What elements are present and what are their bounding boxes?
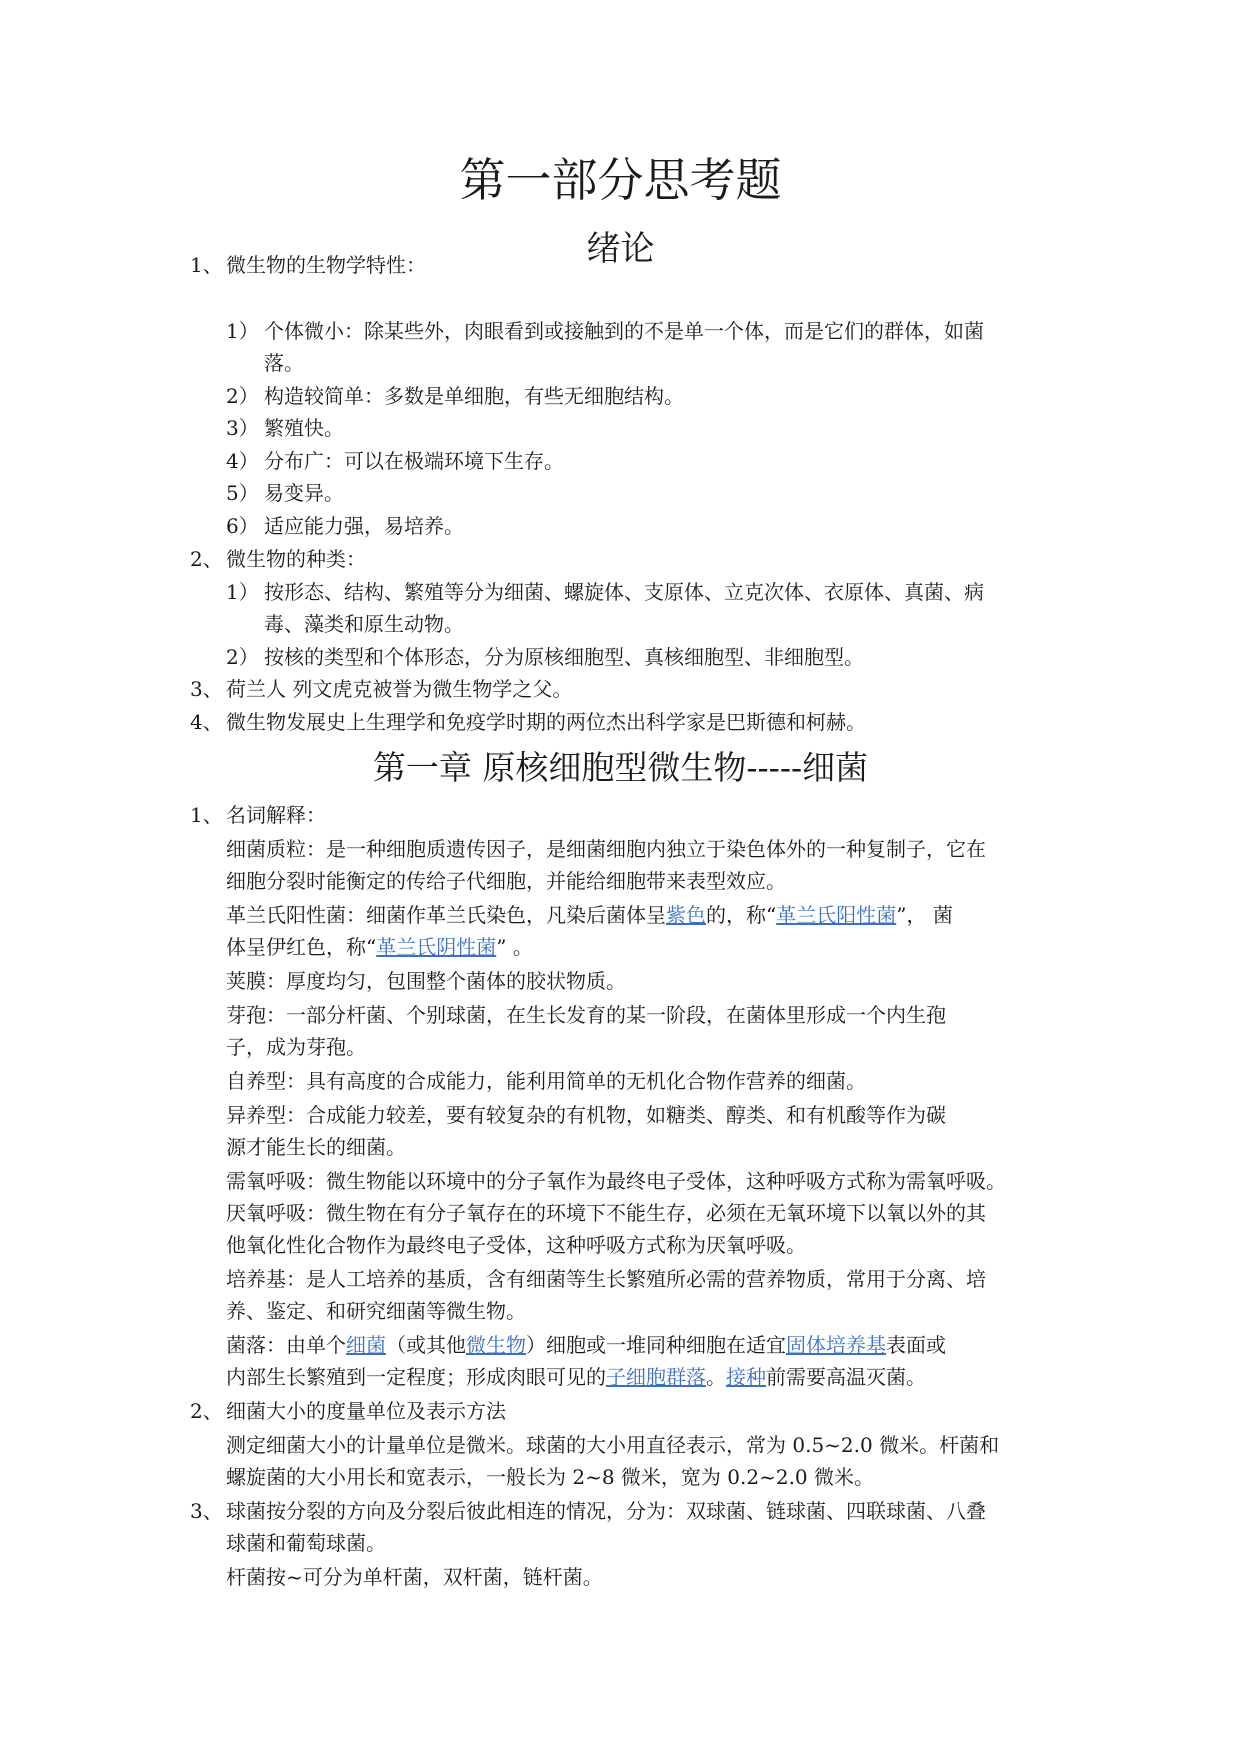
list-number: 2、 (190, 547, 223, 571)
document-title: 第一部分思考题 (459, 153, 782, 207)
link-daughter-colony[interactable]: 子细胞群落 (606, 1365, 706, 1389)
text-run: 表面或 (886, 1333, 946, 1357)
sub-list-item-cont: 落。 (264, 351, 304, 375)
definition-autotroph: 自养型：具有高度的合成能力，能利用简单的无机化合物作营养的细菌。 (226, 1069, 866, 1093)
link-solid-medium[interactable]: 固体培养基 (786, 1333, 886, 1357)
text-run: 前需要高温灭菌。 (766, 1365, 926, 1389)
definition-plasmid-cont: 细胞分裂时能衡定的传给子代细胞，并能给细胞带来表型效应。 (226, 869, 786, 893)
sub-list-item: 构造较简单：多数是单细胞，有些无细胞结构。 (264, 384, 684, 408)
definition-medium: 培养基：是人工培养的基质，含有细菌等生长繁殖所必需的营养物质，常用于分离、培 (226, 1267, 986, 1291)
list-item-label: 微生物的种类： (226, 547, 366, 571)
sub-list-number: 6） (226, 514, 259, 538)
sub-list-number: 2） (226, 645, 259, 669)
list-number: 3、 (190, 677, 223, 701)
list-number: 3、 (190, 1499, 223, 1523)
definition-aerobic: 需氧呼吸：微生物能以环境中的分子氧作为最终电子受体，这种呼吸方式称为需氧呼吸。 (226, 1169, 1006, 1193)
text-run: （或其他 (386, 1333, 466, 1357)
sub-list-item: 分布广：可以在极端环境下生存。 (264, 449, 564, 473)
sub-list-item: 按形态、结构、繁殖等分为细菌、螺旋体、支原体、立克次体、衣原体、真菌、病 (264, 580, 984, 604)
list-number: 4、 (190, 710, 223, 734)
sub-list-item: 按核的类型和个体形态，分为原核细胞型、真核细胞型、非细胞型。 (264, 645, 864, 669)
answer-line: 杆菌按~可分为单杆菌，双杆菌，链杆菌。 (226, 1565, 603, 1589)
text-run: ”， 菌 (896, 903, 953, 927)
definition-anaerobic-cont: 他氧化性化合物作为最终电子受体，这种呼吸方式称为厌氧呼吸。 (226, 1233, 806, 1257)
definition-heterotroph-cont: 源才能生长的细菌。 (226, 1135, 406, 1159)
sub-list-number: 3） (226, 416, 259, 440)
definition-gram-positive (226, 900, 953, 930)
link-gram-positive[interactable]: 革兰氏阳性菌 (776, 903, 897, 927)
list-item-label: 细菌大小的度量单位及表示方法 (226, 1399, 506, 1423)
definition-spore-cont: 子，成为芽孢。 (226, 1035, 366, 1059)
definition-gram-negative (226, 932, 533, 962)
link-bacteria[interactable]: 细菌 (346, 1333, 386, 1357)
text-run: 菌落：由单个 (226, 1333, 346, 1357)
list-item-label: 球菌按分裂的方向及分裂后彼此相连的情况，分为：双球菌、链球菌、四联球菌、八叠 (226, 1499, 986, 1523)
sub-list-number: 1） (226, 319, 259, 343)
definition-capsule: 荚膜：厚度均匀，包围整个菌体的胶状物质。 (226, 969, 626, 993)
link-gram-negative[interactable]: 革兰氏阴性菌 (376, 935, 497, 959)
definition-heterotroph: 异养型：合成能力较差，要有较复杂的有机物，如糖类、醇类、和有机酸等作为碳 (226, 1103, 946, 1127)
link-purple[interactable]: 紫色 (666, 903, 706, 927)
list-item-label: 微生物发展史上生理学和免疫学时期的两位杰出科学家是巴斯德和柯赫。 (226, 710, 866, 734)
link-inoculation[interactable]: 接种 (726, 1365, 766, 1389)
section-heading-intro: 绪论 (586, 229, 655, 269)
sub-list-number: 1） (226, 580, 259, 604)
list-item-label: 荷兰人 列文虎克被誉为微生物学之父。 (226, 677, 573, 701)
sub-list-number: 5） (226, 481, 259, 505)
list-item-label: 微生物的生物学特性： (226, 253, 426, 277)
definition-spore: 芽孢：一部分杆菌、个别球菌，在生长发育的某一阶段，在菌体里形成一个内生孢 (226, 1003, 946, 1027)
answer-line: 球菌和葡萄球菌。 (226, 1531, 386, 1555)
link-microorganism[interactable]: 微生物 (466, 1333, 526, 1357)
list-number: 1、 (190, 803, 223, 827)
sub-list-number: 4） (226, 449, 259, 473)
definition-plasmid: 细菌质粒：是一种细胞质遗传因子，是细菌细胞内独立于染色体外的一种复制子，它在 (226, 837, 986, 861)
list-number: 2、 (190, 1399, 223, 1423)
list-item-label: 名词解释： (226, 803, 326, 827)
text-run: 体呈伊红色，称“ (226, 935, 377, 959)
text-run: 。 (706, 1365, 726, 1389)
definition-colony-cont (226, 1362, 926, 1392)
text-run: 的，称“ (706, 903, 777, 927)
sub-list-item: 易变异。 (264, 481, 344, 505)
sub-list-item: 个体微小：除某些外，肉眼看到或接触到的不是单一个体，而是它们的群体，如菌 (264, 319, 984, 343)
text-run: 革兰氏阳性菌：细菌作革兰氏染色，凡染后菌体呈 (226, 903, 666, 927)
definition-medium-cont: 养、鉴定、和研究细菌等微生物。 (226, 1299, 526, 1323)
definition-colony (226, 1330, 946, 1360)
sub-list-item-cont: 毒、藻类和原生动物。 (264, 612, 464, 636)
answer-line: 螺旋菌的大小用长和宽表示，一般长为 2~8 微米，宽为 0.2~2.0 微米。 (226, 1465, 875, 1489)
sub-list-number: 2） (226, 384, 259, 408)
text-run: ）细胞或一堆同种细胞在适宜 (526, 1333, 786, 1357)
list-number: 1、 (190, 253, 223, 277)
chapter-heading: 第一章 原核细胞型微生物-----细菌 (372, 748, 869, 787)
definition-anaerobic: 厌氧呼吸：微生物在有分子氧存在的环境下不能生存，必须在无氧环境下以氧以外的其 (226, 1201, 986, 1225)
sub-list-item: 繁殖快。 (264, 416, 344, 440)
text-run: 内部生长繁殖到一定程度；形成肉眼可见的 (226, 1365, 606, 1389)
text-run: ” 。 (496, 935, 533, 959)
sub-list-item: 适应能力强，易培养。 (264, 514, 464, 538)
answer-line: 测定细菌大小的计量单位是微米。球菌的大小用直径表示，常为 0.5~2.0 微米。杆菌和 (226, 1433, 1000, 1457)
